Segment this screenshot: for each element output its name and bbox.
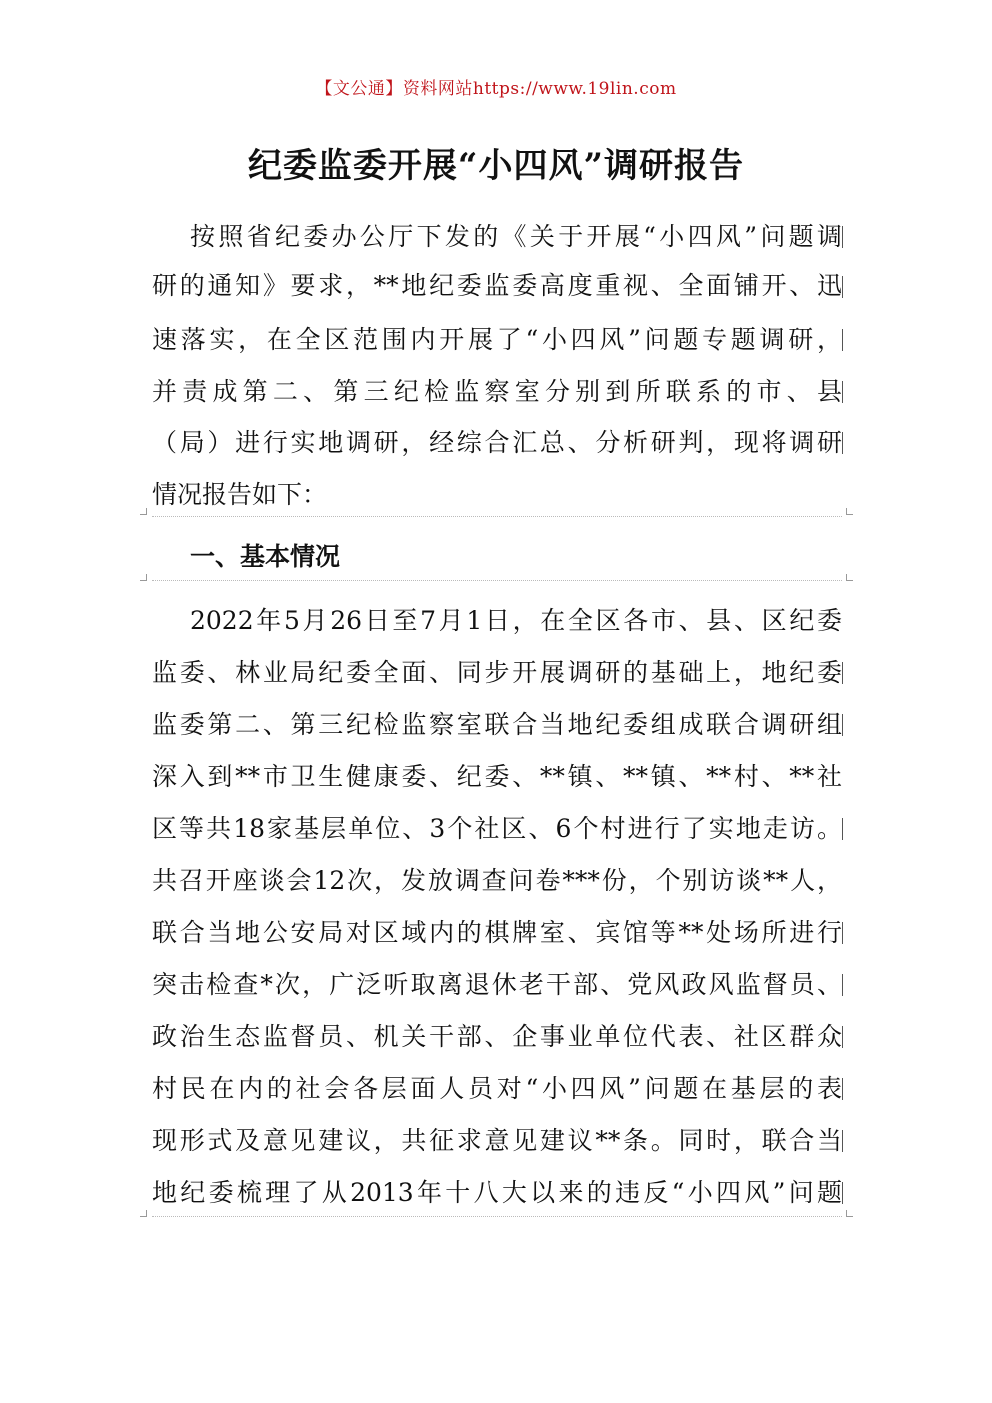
line-end-mark [842,1078,843,1100]
body-line: 2022年5月26日至7月1日，在全区各市、县、区纪委 [190,606,842,635]
body-line: 村民在内的社会各层面人员对“小四风”问题在基层的表 [152,1074,842,1103]
body-line: 突击检查*次，广泛听取离退休老干部、党风政风监督员、 [152,970,842,999]
document-title: 纪委监委开展“小四风”调研报告 [247,146,745,186]
margin-corner-mark [846,508,853,515]
body-line: 共召开座谈会12次，发放调查问卷***份，个别访谈**人， [152,866,842,895]
body-line: 监委第二、第三纪检监察室联合当地纪委组成联合调研组 [152,710,842,739]
body-line: 深入到**市卫生健康委、纪委、**镇、**镇、**村、**社 [152,762,842,791]
margin-corner-mark [140,508,147,515]
intro-line: 研的通知》要求，**地纪委监委高度重视、全面铺开、迅 [152,271,842,300]
margin-corner-mark [140,574,147,581]
intro-line: 情况报告如下： [152,480,328,509]
line-end-mark [842,329,843,351]
intro-line: （局）进行实地调研，经综合汇总、分析研判，现将调研 [152,428,842,457]
section-heading: 一、基本情况 [190,542,341,571]
margin-corner-mark [846,574,853,581]
line-end-mark [842,432,843,454]
intro-line: 并责成第二、第三纪检监察室分别到所联系的市、县 [152,377,842,406]
line-end-mark [842,922,843,944]
line-end-mark [842,1130,843,1152]
body-line: 地纪委梳理了从2013年十八大以来的违反“小四风”问题 [152,1178,842,1207]
line-end-mark [842,818,843,840]
body-line: 监委、林业局纪委全面、同步开展调研的基础上，地纪委 [152,658,842,687]
body-line: 现形式及意见建议，共征求意见建议**条。同时，联合当 [152,1126,842,1155]
body-line: 区等共18家基层单位、3个社区、6个村进行了实地走访。 [152,814,842,843]
divider [152,580,842,581]
line-end-mark [842,381,843,403]
header-website-link[interactable]: 【文公通】资料网站https://www.19lin.com [315,79,677,99]
intro-line: 按照省纪委办公厅下发的《关于开展“小四风”问题调 [190,222,842,251]
body-line: 联合当地公安局对区域内的棋牌室、宾馆等**处场所进行 [152,918,842,947]
body-line: 政治生态监督员、机关干部、企事业单位代表、社区群众 [152,1022,842,1051]
intro-line: 速落实，在全区范围内开展了“小四风”问题专题调研， [152,325,842,354]
margin-corner-mark [140,1210,147,1217]
line-end-mark [842,714,843,736]
line-end-mark [842,662,843,684]
line-end-mark [842,1026,843,1048]
line-end-mark [842,1182,843,1204]
line-end-mark [842,974,843,996]
line-end-mark [842,226,843,248]
divider [152,1216,842,1217]
divider [152,516,842,517]
margin-corner-mark [846,1210,853,1217]
line-end-mark [842,276,843,298]
